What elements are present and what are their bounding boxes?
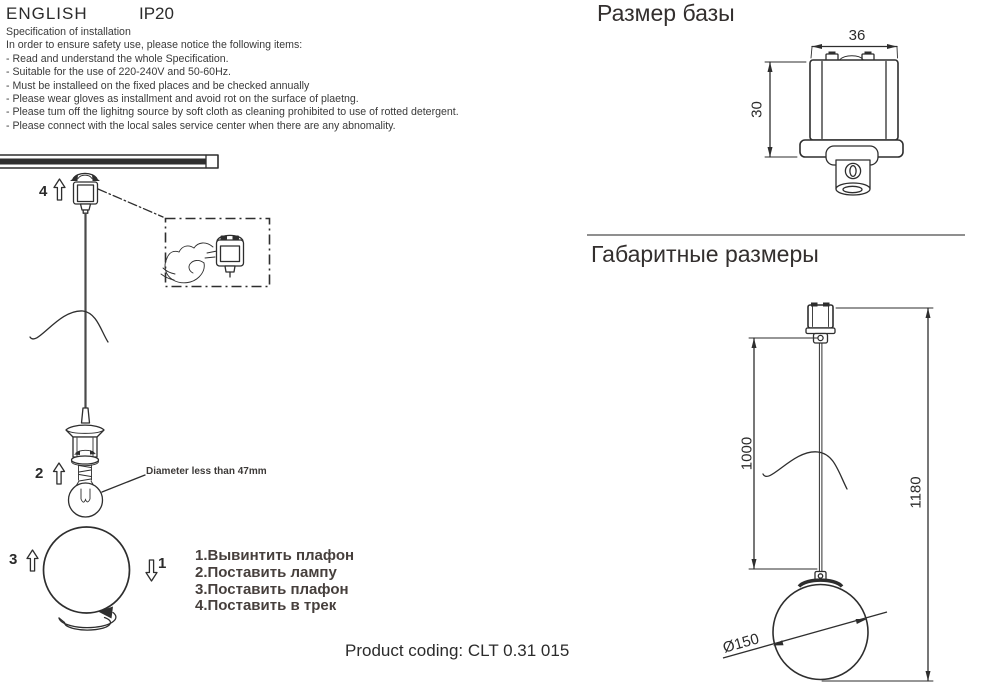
base-width-dim: 36 <box>848 27 866 44</box>
specification-item: - Please connect with the local sales service center when there are any abnomality. <box>6 119 396 132</box>
overall-size-title: Габаритные размеры <box>591 241 819 267</box>
assembly-step: 1.Вывинтить плафон <box>195 547 355 564</box>
ceiling-track-drawing <box>0 155 218 168</box>
specification-item: - Suitable for the use of 220-240V and 50-60Hz. <box>6 66 231 79</box>
assembly-step: 2.Поставить лампу <box>195 563 337 581</box>
track-adapter-drawing <box>74 182 98 213</box>
step2-arrow-icon <box>54 463 65 484</box>
cable-break-line-2 <box>763 452 847 489</box>
base-dimension-drawing <box>765 44 903 195</box>
shade-sphere-drawing <box>44 527 130 613</box>
step3-arrow-icon <box>27 550 38 571</box>
total-height-dim: 1180 <box>907 476 925 509</box>
specification-intro: In order to ensure safety use, please notice the following items: <box>6 39 303 52</box>
assembly-step: 3.Поставить плафон <box>195 580 349 598</box>
step-3-number: 3 <box>9 551 18 568</box>
step1-arrow-icon <box>146 560 157 581</box>
product-coding: Product coding: CLT 0.31 015 <box>345 641 570 660</box>
step-1-number: 1 <box>158 555 167 572</box>
step-2-number: 2 <box>35 465 44 482</box>
specification-title: Specification of installation <box>6 26 131 38</box>
cable-break-line <box>30 311 108 342</box>
rotation-arrow-icon <box>70 173 100 181</box>
base-size-title: Размер базы <box>597 0 735 26</box>
specification-item: - Read and understand the whole Specification. <box>6 52 229 65</box>
language-label: ENGLISH <box>6 4 88 23</box>
ip-rating-label: IP20 <box>139 4 174 23</box>
step4-arrow-icon <box>54 179 65 200</box>
diameter-note: Diameter less than 47mm <box>146 466 267 477</box>
assembly-step: 4.Поставить в трек <box>195 597 337 615</box>
specification-item: - Please tum off the lighitng source by soft cloth as cleaning prohibited to use of rotted detergent. <box>6 106 459 119</box>
base-height-dim: 30 <box>748 101 766 118</box>
overall-dimension-drawing <box>723 303 933 682</box>
cable-length-dim: 1000 <box>738 436 756 471</box>
step-4-number: 4 <box>39 183 48 200</box>
lamp-socket-drawing <box>66 425 104 466</box>
bulb-drawing <box>69 465 103 517</box>
specification-item: - Please wear gloves as installment and avoid rot on the surface of plaetng. <box>6 93 359 106</box>
specification-block <box>6 26 459 133</box>
shade-diameter-dim: Ø150 <box>721 630 761 657</box>
suspension-cable-drawing <box>30 213 108 423</box>
detail-leader-line <box>98 189 163 217</box>
specification-item: - Must be installeed on the fixed places and be checked annually <box>6 79 310 92</box>
assembly-steps-list <box>195 548 354 615</box>
diameter-leader-line <box>102 475 145 492</box>
